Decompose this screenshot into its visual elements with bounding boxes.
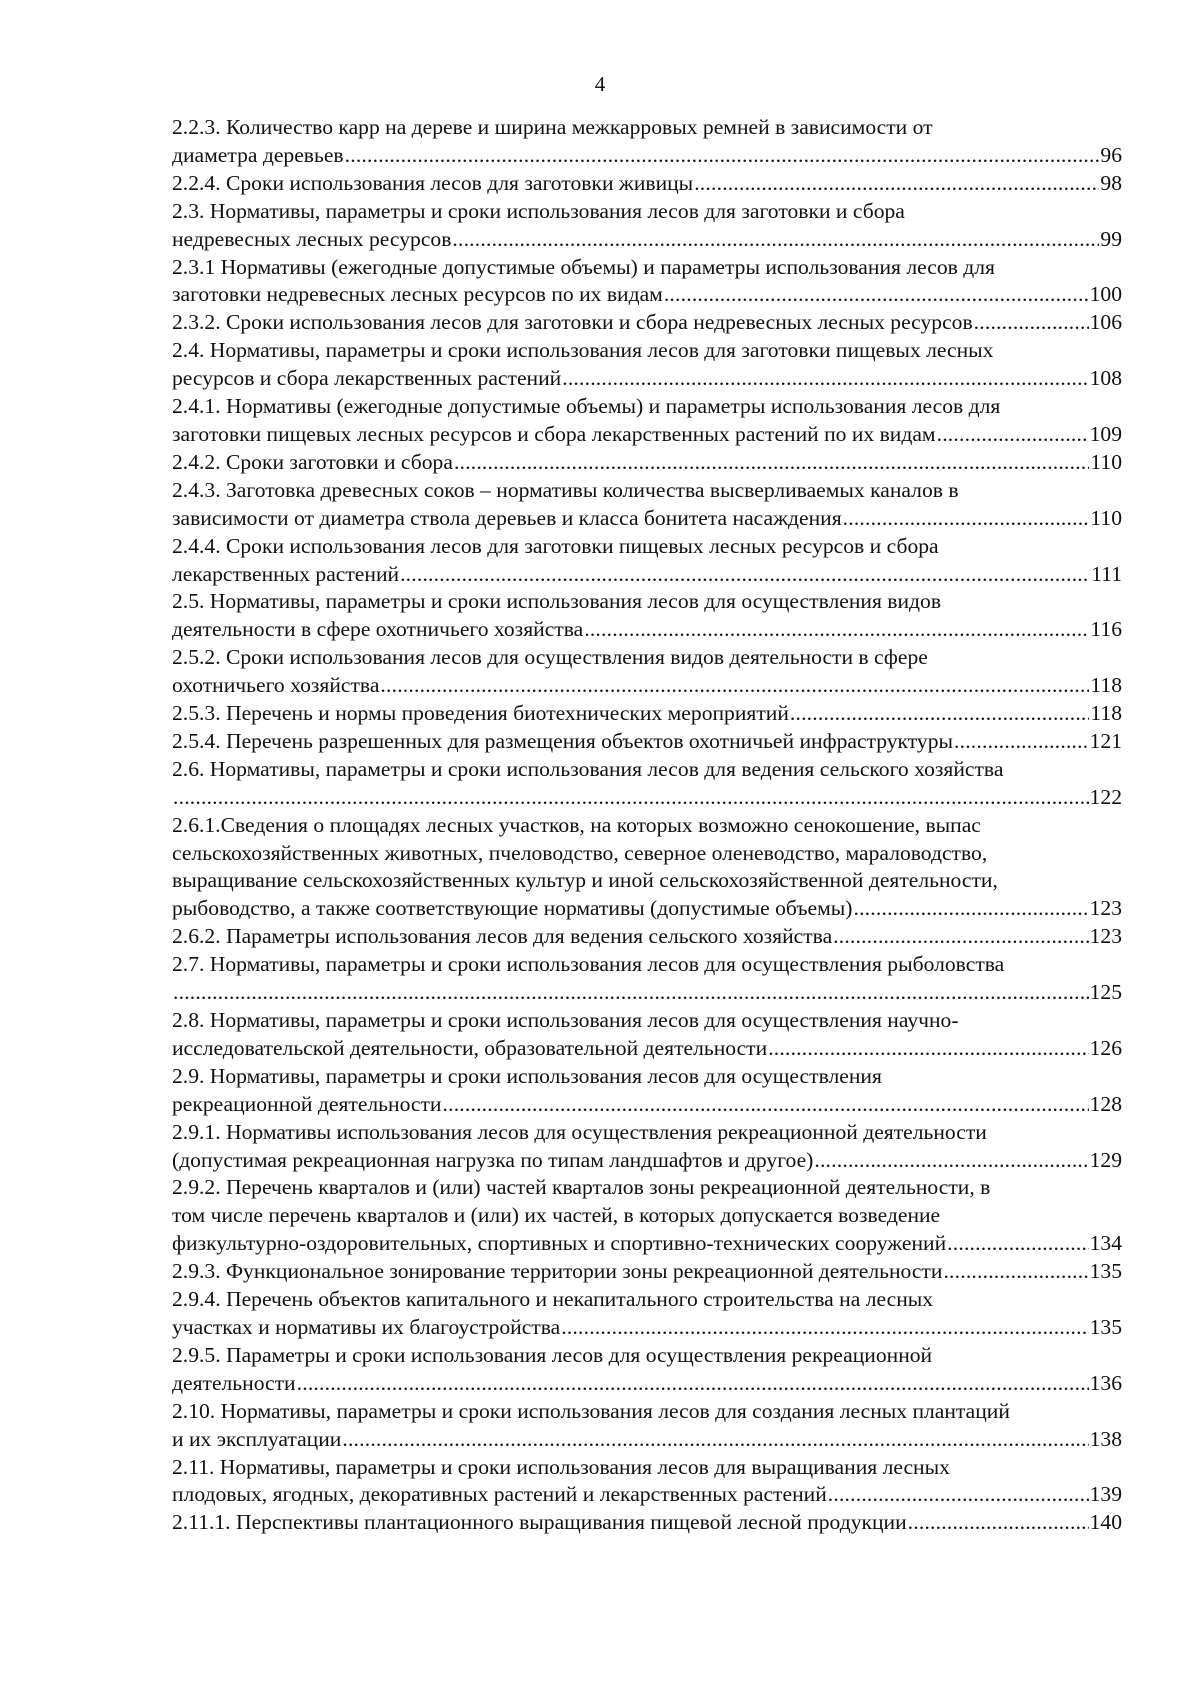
- toc-entry-line: выращивание сельскохозяйственных культур и иной сельскохозяйственной деятельности,: [172, 868, 998, 893]
- toc-entry-line: 2.9.4. Перечень объектов капитального и некапитального строительства на лесных: [172, 1287, 934, 1312]
- toc-page-number: 108: [1089, 366, 1122, 391]
- toc-entry[interactable]: [172, 309, 1122, 337]
- toc-page-number: 123: [1089, 896, 1122, 921]
- dot-leader: [694, 170, 1099, 198]
- toc-entry-title: недревесных лесных ресурсов: [172, 226, 452, 251]
- toc-entry-title: участках и нормативы их благоустройства: [172, 1314, 561, 1339]
- toc-page-number: 96: [1100, 142, 1122, 167]
- toc-page-number: 116: [1090, 617, 1122, 642]
- toc-page-number: 100: [1089, 282, 1122, 307]
- toc-entry-title: плодовых, ягодных, декоративных растений и лекарственных растений: [172, 1482, 827, 1507]
- toc-entry-title: 2.2.4. Сроки использования лесов для заготовки живицы: [172, 170, 694, 195]
- dot-leader: [937, 421, 1089, 449]
- toc-entry-line: 2.6.1.Сведения о площадях лесных участков, на которых возможно сенокошение, выпас: [172, 812, 981, 837]
- toc-page-number: 110: [1090, 449, 1122, 474]
- toc-page-number: 122: [1089, 784, 1122, 809]
- toc-entry-title: охотничьего хозяйства: [172, 673, 380, 698]
- dot-leader: [833, 923, 1088, 951]
- toc-page-number: 139: [1089, 1482, 1122, 1507]
- toc-entry-line: 2.4.1. Нормативы (ежегодные допустимые объемы) и параметры использования лесов для: [172, 394, 1001, 419]
- toc-entry[interactable]: [172, 1258, 1122, 1286]
- toc-entry-title: 2.4.2. Сроки заготовки и сбора: [172, 449, 453, 474]
- toc-entry[interactable]: [172, 812, 1122, 924]
- dot-leader: [908, 1509, 1089, 1537]
- toc-page-number: 118: [1090, 673, 1122, 698]
- toc-page-number: 123: [1089, 924, 1122, 949]
- dot-leader: [173, 979, 1089, 1007]
- dot-leader: [814, 1147, 1088, 1175]
- toc-entry[interactable]: [172, 533, 1122, 589]
- toc-entry-title: рекреационной деятельности: [172, 1091, 442, 1116]
- toc-entry-line: 2.10. Нормативы, параметры и сроки использования лесов для создания лесных плантаций: [172, 1398, 1010, 1423]
- toc-page-number: 126: [1089, 1035, 1122, 1060]
- toc-entry-line: 2.6. Нормативы, параметры и сроки использования лесов для ведения сельского хозяйства: [172, 756, 1004, 781]
- toc-entry[interactable]: [172, 393, 1122, 449]
- toc-entry-title: деятельности: [172, 1370, 296, 1395]
- dot-leader: [790, 700, 1090, 728]
- dot-leader: [974, 309, 1089, 337]
- toc-entry[interactable]: [172, 1174, 1122, 1258]
- toc-entry-title: диаметра деревьев: [172, 142, 344, 167]
- toc-entry[interactable]: [172, 1398, 1122, 1454]
- dot-leader: [452, 226, 1099, 254]
- toc-page-number: 135: [1089, 1314, 1122, 1339]
- dot-leader: [297, 1370, 1089, 1398]
- page-number: 4: [594, 72, 606, 96]
- dot-leader: [584, 616, 1089, 644]
- toc-entry[interactable]: [172, 756, 1122, 812]
- toc-entry-title: лекарственных растений: [172, 561, 400, 586]
- toc-entry-title: 2.5.3. Перечень и нормы проведения биотехнических мероприятий: [172, 701, 789, 726]
- toc-entry-line: 2.3. Нормативы, параметры и сроки использования лесов для заготовки и сбора: [172, 198, 905, 223]
- dot-leader: [947, 1230, 1088, 1258]
- toc-entry-title: ресурсов и сбора лекарственных растений: [172, 366, 562, 391]
- dot-leader: [562, 365, 1088, 393]
- toc-entry[interactable]: [172, 1286, 1122, 1342]
- toc-page-number: 129: [1089, 1147, 1122, 1172]
- toc-entry[interactable]: [172, 700, 1122, 728]
- toc-entry[interactable]: [172, 951, 1122, 1007]
- toc-entry[interactable]: [172, 588, 1122, 644]
- toc-page-number: 99: [1100, 226, 1122, 251]
- toc-entry[interactable]: [172, 1119, 1122, 1175]
- toc-entry-line: 2.4.4. Сроки использования лесов для заготовки пищевых лесных ресурсов и сбора: [172, 533, 939, 558]
- toc-entry-line: 2.3.1 Нормативы (ежегодные допустимые объемы) и параметры использования лесов для: [172, 254, 995, 279]
- toc-entry[interactable]: [172, 1454, 1122, 1510]
- toc-entry[interactable]: [172, 254, 1122, 310]
- toc-entry[interactable]: [172, 449, 1122, 477]
- toc-entry-title: исследовательской деятельности, образовательной деятельности: [172, 1035, 768, 1060]
- dot-leader: [943, 1258, 1088, 1286]
- toc-entry-line: 2.2.3. Количество карр на дереве и ширина межкарровых ремней в зависимости от: [172, 115, 933, 139]
- toc-entry-title: заготовки недревесных лесных ресурсов по их видам: [172, 282, 663, 307]
- toc-page-number: 111: [1091, 561, 1122, 586]
- dot-leader: [664, 281, 1089, 309]
- toc-entry-line: 2.9.1. Нормативы использования лесов для осуществления рекреационной деятельности: [172, 1119, 987, 1144]
- toc-entry-title: заготовки пищевых лесных ресурсов и сбора лекарственных растений по их видам: [172, 421, 936, 446]
- toc-entry-line: 2.4. Нормативы, параметры и сроки использования лесов для заготовки пищевых лесных: [172, 338, 994, 363]
- toc-entry-line: 2.11. Нормативы, параметры и сроки использования лесов для выращивания лесных: [172, 1454, 950, 1479]
- toc-entry-title: физкультурно-оздоровительных, спортивных и спортивно-технических сооружений: [172, 1231, 947, 1256]
- toc-entry[interactable]: [172, 170, 1122, 198]
- toc-page-number: 140: [1089, 1510, 1122, 1535]
- toc-entry[interactable]: [172, 337, 1122, 393]
- toc-entry[interactable]: [172, 477, 1122, 533]
- toc-entry-line: 2.9.5. Параметры и сроки использования лесов для осуществления рекреационной: [172, 1342, 933, 1367]
- toc-entry[interactable]: [172, 728, 1122, 756]
- dot-leader: [843, 505, 1090, 533]
- toc-entry-title: 2.3.2. Сроки использования лесов для заготовки и сбора недревесных лесных ресурсов: [172, 310, 973, 335]
- toc-entry-title: деятельности в сфере охотничьего хозяйства: [172, 617, 584, 642]
- toc-entry-title: 2.11.1. Перспективы плантационного выращивания пищевой лесной продукции: [172, 1510, 907, 1535]
- toc-entry-line: 2.7. Нормативы, параметры и сроки использования лесов для осуществления рыболовства: [172, 952, 1005, 977]
- toc-entry-line: 2.5.2. Сроки использования лесов для осуществления видов деятельности в сфере: [172, 645, 928, 670]
- toc-entry-title: (допустимая рекреационная нагрузка по типам ландшафтов и другое): [172, 1147, 814, 1172]
- toc-entry[interactable]: [172, 1063, 1122, 1119]
- dot-leader: [853, 895, 1088, 923]
- toc-entry-line: сельскохозяйственных животных, пчеловодство, северное оленеводство, мараловодство,: [172, 840, 988, 865]
- toc-entry[interactable]: [172, 1342, 1122, 1398]
- toc-page-number: 135: [1089, 1259, 1122, 1284]
- dot-leader: [828, 1481, 1089, 1509]
- toc-page-number: 121: [1089, 728, 1122, 753]
- dot-leader: [380, 672, 1089, 700]
- toc-entry-line: 2.8. Нормативы, параметры и сроки использования лесов для осуществления научно-: [172, 1008, 959, 1032]
- toc-entry[interactable]: [172, 644, 1122, 700]
- toc-page-number: 136: [1089, 1370, 1122, 1395]
- table-of-contents: [172, 114, 1122, 1537]
- toc-entry-title: 2.9.3. Функциональное зонирование территории зоны рекреационной деятельности: [172, 1259, 943, 1284]
- toc-page-number: 110: [1090, 505, 1122, 530]
- dot-leader: [173, 784, 1089, 812]
- toc-page-number: 138: [1089, 1426, 1122, 1451]
- toc-entry-title: и их эксплуатации: [172, 1426, 342, 1451]
- toc-entry-line: 2.4.3. Заготовка древесных соков – нормативы количества высверливаемых каналов в: [172, 477, 959, 502]
- toc-page-number: 98: [1100, 170, 1122, 195]
- toc-page-number: 106: [1089, 310, 1122, 335]
- toc-page-number: 109: [1089, 421, 1122, 446]
- dot-leader: [342, 1426, 1088, 1454]
- toc-entry-line: 2.9. Нормативы, параметры и сроки использования лесов для осуществления: [172, 1063, 882, 1088]
- toc-entry-line: 2.5. Нормативы, параметры и сроки использования лесов для осуществления видов: [172, 589, 942, 614]
- toc-page-number: 125: [1089, 980, 1122, 1005]
- toc-page-number: 134: [1089, 1231, 1122, 1256]
- dot-leader: [345, 142, 1100, 170]
- toc-page-number: 118: [1090, 701, 1122, 726]
- toc-entry-line: том числе перечень кварталов и (или) их частей, в которых допускается возведение: [172, 1203, 941, 1228]
- toc-page-number: 128: [1089, 1091, 1122, 1116]
- toc-entry-title: 2.6.2. Параметры использования лесов для ведения сельского хозяйства: [172, 924, 833, 949]
- toc-entry[interactable]: [172, 923, 1122, 951]
- toc-entry[interactable]: [172, 1509, 1122, 1537]
- dot-leader: [954, 728, 1089, 756]
- toc-entry-line: 2.9.2. Перечень кварталов и (или) частей кварталов зоны рекреационной деятельности, в: [172, 1175, 991, 1200]
- toc-entry-title: зависимости от диаметра ствола деревьев и класса бонитета насаждения: [172, 505, 842, 530]
- dot-leader: [561, 1314, 1088, 1342]
- toc-entry[interactable]: [172, 114, 1122, 170]
- dot-leader: [400, 561, 1090, 589]
- dot-leader: [443, 1091, 1089, 1119]
- toc-entry[interactable]: [172, 1007, 1122, 1063]
- toc-entry-title: 2.5.4. Перечень разрешенных для размещения объектов охотничьей инфраструктуры: [172, 728, 954, 753]
- toc-entry-title: рыбоводство, а также соответствующие нормативы (допустимые объемы): [172, 896, 853, 921]
- dot-leader: [454, 449, 1089, 477]
- toc-entry[interactable]: [172, 198, 1122, 254]
- dot-leader: [768, 1035, 1088, 1063]
